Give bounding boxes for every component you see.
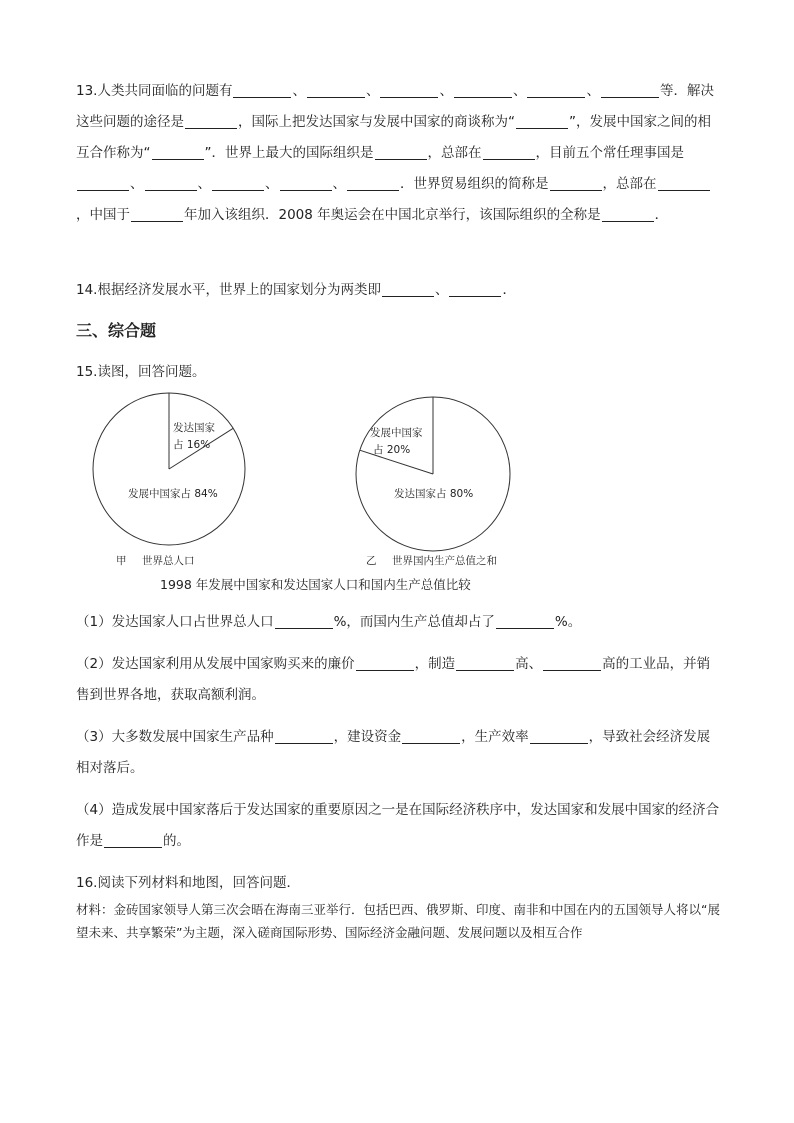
answer-blank[interactable] [658,176,710,191]
part-text: （2）发达国家利用从发展中国家购买来的廉价 [76,656,355,672]
answer-blank[interactable] [456,656,514,671]
question-15-stem: 15.读图，回答问题。 [76,364,206,380]
chart-title: 世界总人口 [142,555,195,567]
answer-blank[interactable] [152,145,204,160]
part-text: ，制造 [414,656,456,672]
question-16-material: 材料：金砖国家领导人第三次会晤在海南三亚举行．包括巴西、俄罗斯、印度、南非和中国在内的五国领导人将以“展望未来、共享繁荣”为主题，深入磋商国际形势、国际经济金融问题、发展问题以及相互合作 [76,902,720,940]
answer-blank[interactable] [382,282,434,297]
part-text: 的。 [163,833,190,849]
part-text: ，生产效率 [461,729,529,745]
part-text: （4）造成发展中国家落后于发达国家的重要原因之一是在国际经济秩序中，发达国家和发展中国家的经济合作是 [76,802,720,849]
pie-charts-svg [76,386,536,594]
section-heading: 三、综合题 [76,321,157,340]
q13-text-5: ”．世界上最大的国际组织是 [204,145,374,161]
slice-label-line1: 发展中国家占 84% [128,488,218,500]
answer-blank[interactable] [516,114,568,129]
question-15-part-1 [76,607,721,638]
slice-label-line1: 发达国家占 80% [394,488,474,500]
chart-title: 世界国内生产总值之和 [392,555,497,567]
answer-blank[interactable] [307,83,365,98]
pie-chart-gdp [356,397,510,567]
answer-blank[interactable] [483,145,535,160]
answer-blank[interactable] [347,176,399,191]
part-text: %，而国内生产总值却占了 [333,614,495,630]
q13-text-6: ，总部在 [427,145,482,161]
q13-text-9: ，总部在 [602,176,657,192]
q13-text-11: 年加入该组织．2008 年奥运会在中国北京举行，该国际组织的全称是 [184,207,601,223]
part-text: 高、 [515,656,543,672]
question-15-part-3 [76,722,721,784]
q13-text-7: ，目前五个常任理事国是 [535,145,684,161]
slice-label-line1: 发达国家 [173,422,215,434]
part-text: 高的工业品，并销售到世界各地，获取高额利润。 [76,656,711,703]
answer-blank[interactable] [496,614,554,629]
question-15-part-2 [76,649,721,711]
question-15-part-4 [76,795,721,857]
q13-text-12: ． [654,207,669,223]
slice-label-line2: 占 16% [173,439,211,451]
part-text: ，建设资金 [333,729,402,745]
question-16-stem: 16.阅读下列材料和地图，回答问题． [76,875,300,891]
q14-text-2: ． [502,282,516,298]
part-text: %。 [554,614,582,630]
question-14: 14.根据经济发展水平，世界上的国家划分为两类即 、 ． [76,282,516,298]
answer-blank[interactable] [233,83,291,98]
answer-blank[interactable] [275,614,333,629]
q13-text-10: ，中国于 [76,207,130,223]
answer-blank[interactable] [375,145,427,160]
answer-blank[interactable] [454,83,512,98]
answer-blank[interactable] [543,656,601,671]
answer-blank[interactable] [380,83,438,98]
q13-text-2: 等．解决这些问题的途径是 [76,83,714,130]
answer-blank[interactable] [530,729,588,744]
answer-blank[interactable] [145,176,197,191]
pie-chart-population [93,393,245,567]
slice-label-line2: 占 20% [373,444,411,456]
pie-charts [76,386,536,594]
part-text: （1）发达国家人口占世界总人口 [76,614,274,630]
answer-blank[interactable] [527,83,585,98]
answer-blank[interactable] [280,176,332,191]
answer-blank[interactable] [356,656,414,671]
question-13: 13.人类共同面临的问题有 、 、 、 、 、 等．解决这些问题的途径是 ，国际上把发达国家与发展中国家的商谈称为“ ”，发展中国家之间的相互合作称为“ ”．世界上最大的国际组织是 ，总部在 ，目前五个常任理事国是、 、 、 、 ．世界贸易组织的简称是 ，总部在，中国于 年加入该组织．2008 年奥运会在中国北京举行，该国际组织的全称是 ． [76,83,714,223]
answer-blank[interactable] [550,176,602,191]
q13-text-4: ”，发展中国家之间的相互合作称为“ [76,114,711,161]
q13-text-8: ．世界贸易组织的简称是 [400,176,549,192]
answer-blank[interactable] [185,114,237,129]
panel-label: 甲 [116,555,127,567]
answer-blank[interactable] [131,207,183,222]
answer-blank[interactable] [602,207,654,222]
answer-blank[interactable] [449,282,501,297]
q13-text-1: 13.人类共同面临的问题有 [76,83,233,99]
figure-caption: 1998 年发展中国家和发达国家人口和国内生产总值比较 [160,577,471,592]
answer-blank[interactable] [212,176,264,191]
panel-label: 乙 [366,555,377,567]
answer-blank[interactable] [601,83,659,98]
slice-label-line1: 发展中国家 [370,427,423,439]
part-text: （3）大多数发展中国家生产品种 [76,729,274,745]
answer-blank[interactable] [77,176,129,191]
answer-blank[interactable] [275,729,333,744]
q13-text-3: ，国际上把发达国家与发展中国家的商谈称为“ [238,114,515,130]
q14-text-1: 14.根据经济发展水平，世界上的国家划分为两类即 [76,282,381,298]
answer-blank[interactable] [402,729,460,744]
part-text: ，导致社会经济发展相对落后。 [76,729,711,776]
answer-blank[interactable] [104,833,162,848]
